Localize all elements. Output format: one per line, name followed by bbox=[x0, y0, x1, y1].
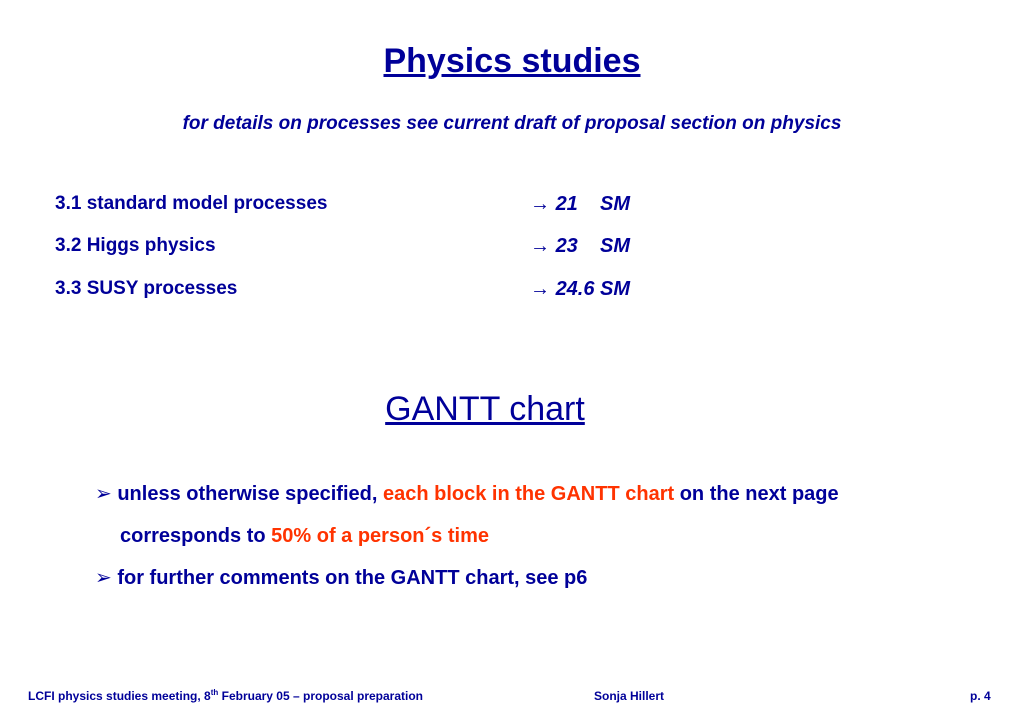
page-title: Physics studies bbox=[383, 42, 641, 80]
footer-meeting-info: LCFI physics studies meeting, 8th February 05 – proposal preparation bbox=[28, 688, 424, 703]
bullet-item-continuation: corresponds to 50% of a person´s time bbox=[120, 525, 489, 547]
arrowhead-bullet-icon: ➢ bbox=[95, 567, 112, 589]
gantt-heading: GANTT chart bbox=[385, 390, 585, 428]
arrowhead-bullet-icon: ➢ bbox=[95, 483, 112, 505]
arrow-right-icon: → bbox=[530, 193, 550, 215]
arrow-right-icon: → bbox=[530, 235, 550, 257]
process-value-susy: → 24.6 SM bbox=[530, 278, 631, 300]
page-subtitle: for details on processes see current draft of proposal section on physics bbox=[182, 113, 842, 134]
process-label-sm: 3.1 standard model processes bbox=[55, 193, 328, 214]
highlight-person-time: 50% of a person´s time bbox=[271, 525, 489, 547]
footer-page-number: p. 4 bbox=[970, 689, 991, 703]
bullet-item-further-comments: ➢ for further comments on the GANTT chart, see p6 bbox=[95, 567, 588, 589]
process-label-higgs: 3.2 Higgs physics bbox=[55, 235, 216, 256]
process-label-susy: 3.3 SUSY processes bbox=[55, 278, 238, 299]
footer-author: Sonja Hillert bbox=[594, 689, 665, 703]
process-value-higgs: → 23 SM bbox=[530, 235, 631, 257]
bullet-item-gantt-blocks: ➢ unless otherwise specified, each block in the GANTT chart on the next page bbox=[95, 483, 839, 505]
arrow-right-icon: → bbox=[530, 278, 550, 300]
process-value-sm: → 21 SM bbox=[530, 193, 631, 215]
highlight-gantt-block: each block in the GANTT chart bbox=[382, 483, 675, 505]
